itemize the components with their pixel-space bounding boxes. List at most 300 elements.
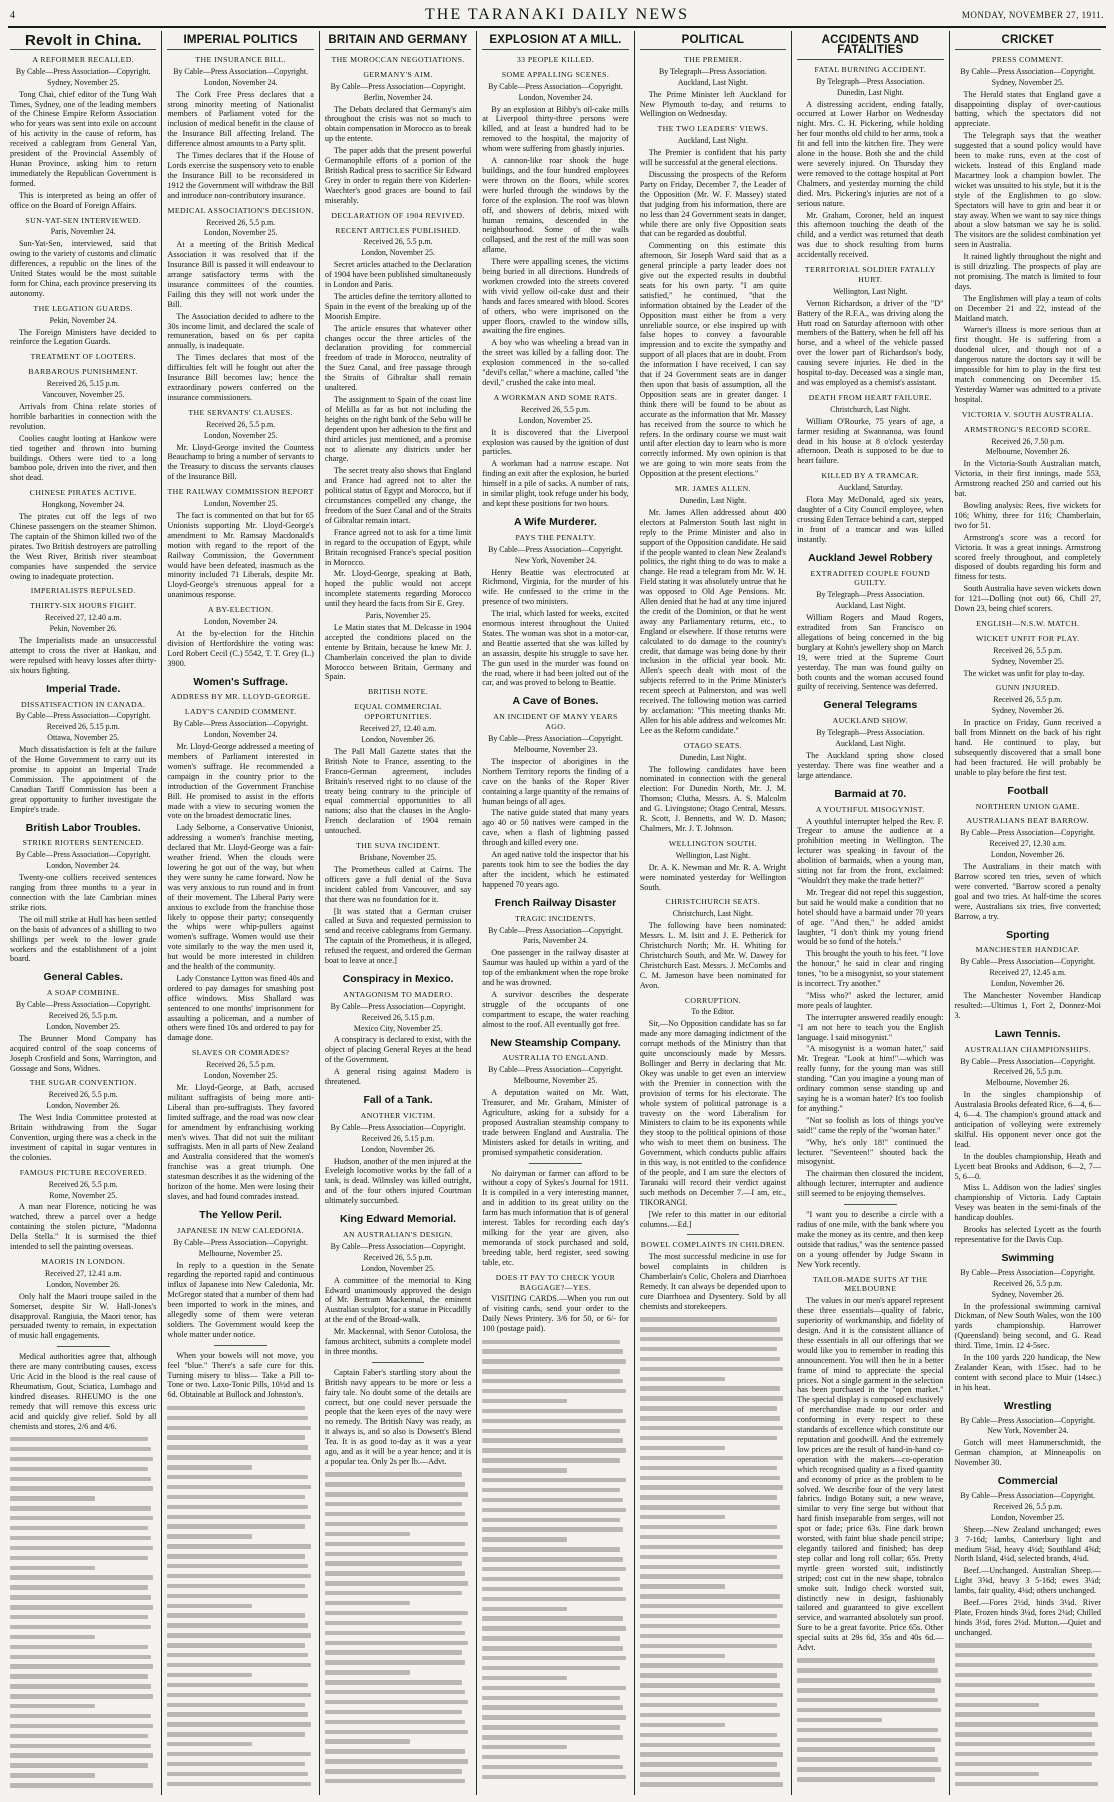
paragraph: Sheep.—New Zealand unchanged; ewes 3 7-16d; lambs, Canterbury light and medium 5¼d, heavy 4½d; Southland 4⅝d; North Island, 4¼d, selected brands, 4¾d.: [954, 1524, 1101, 1564]
section-heading: Conspiracy in Mexico.: [342, 972, 454, 985]
paragraph: The native guide stated that many years ago 40 or 50 natives were camped in the cave, when a flash of lightning passed through and killed every one.: [482, 808, 629, 848]
print-line: [640, 1654, 725, 1658]
section-heading: Commercial: [997, 1475, 1058, 1488]
print-line: [797, 1738, 940, 1742]
print-line: [325, 1759, 468, 1763]
paragraph: The Foreign Ministers have decided to reinforce the Legation Guards.: [10, 327, 157, 347]
column-heading: CRICKET: [955, 36, 1101, 50]
dateline: Melbourne, November 25.: [513, 1076, 598, 1086]
dateline: Received 26, 5.5 p.m.: [363, 1252, 433, 1262]
paragraph: A committee of the memorial to King Edward unanimously approved the design of Mr. Bertram Mackennal, the eminent Australian sculptor, for a statue in Piccadilly at the end of the Broad-walk.: [324, 1275, 472, 1325]
dateline: Sydney, November 25.: [991, 77, 1064, 87]
print-line: [640, 1367, 783, 1371]
dateline: By Cable—Press Association—Copyright.: [488, 81, 623, 91]
subheading: AUSTRALIAN CHAMPIONSHIPS.: [964, 1044, 1092, 1054]
print-line: [640, 1772, 781, 1776]
paragraph: The assignment to Spain of the coast line of Melilla as far as but not including the heights on the right bank of the Sebu will be dependent upon her adhesion to the first and third articles just mentioned, and a promise not to alienate any districts under her charge.: [324, 395, 472, 464]
dateline: Paris, November 24.: [523, 936, 588, 946]
paragraph: Much dissatisfaction is felt at the failure of the Home Government to carry out its promise to appoint an Imperial Trade Commission. The appointment of the Canadian Tariff Commission has been a great opportunity to further investigate the Empire's trade.: [10, 745, 157, 814]
paragraph: Henry Beattie was electrocuted at Richmond, Virginia, for the murder of his wife. He confessed to the crime in the presence of two ministers.: [482, 567, 629, 607]
print-line: [10, 1437, 148, 1441]
print-line: [167, 1544, 310, 1548]
section-heading: Lawn Tennis.: [994, 1027, 1061, 1040]
print-line: [167, 1683, 308, 1687]
print-line: [482, 1438, 623, 1442]
subheading: MEDICAL ASSOCIATION'S DECISION.: [167, 205, 314, 215]
print-line: [640, 1703, 778, 1707]
print-line: [482, 1488, 620, 1492]
dateline: London, November 26.: [990, 979, 1065, 989]
print-line: [797, 1708, 940, 1712]
paragraph: Mr. Lloyd-George addressed a meeting of members of Parliament interested in women's suffrage. He recommended a campaign in the country prior to the introduction of the Government Franchise Bill. He promised to assist in the efforts made with a view to securing women the vote on the broadest democratic lines.: [167, 742, 314, 821]
paragraph: France agreed not to ask for a time limit in regard to the occupation of Egypt, while Britain recognised France's special position in Morocco.: [324, 527, 472, 567]
paragraph: A deputation waited on Mr. Watt, Treasurer, and Mr. Graham, Minister of Agriculture, asking for a subsidy for a proposed Australian steamship company to trade between England and Australia. The Ministers asked for details in writing, and promised sympathetic consideration.: [482, 1088, 629, 1157]
print-line: [167, 1613, 305, 1617]
print-line: [482, 1557, 623, 1561]
dateline: Auckland, Last Night.: [835, 601, 906, 611]
divider-rule: [214, 1345, 267, 1346]
page-number: 4: [10, 10, 15, 21]
print-line: [482, 1429, 620, 1433]
dateline: New York, November 24.: [514, 555, 597, 565]
newspaper-title: THE TARANAKI DAILY NEWS: [425, 6, 689, 23]
print-line: [167, 1505, 308, 1509]
paragraph: Mr. James Allen addressed about 400 electors at Palmerston South last night in reply to the Prime Minister and also in support of the Opposition candidate. He said if the people wanted to clean New Zealand's politics, the right thing to do was to make a change. He read a telegram from Mr. W. H. Field stating it was absolutely untrue that he was opposed to Old Age Pensions. Mr. Allen denied that he had at any time injured the credit of the Dominion, or that he went away any Parliamentary returns, etc., to England or elsewhere. If those returns were calculated to do damage to the country's credit, that damage was being done by their inclusion in the official year book. Mr. Allen's speech dealt with most of the subjects referred to in the Prime Minister's recent speech at Palmerston, and was well received. The following motion was carried by acclamation: "This meeting thanks Mr. Allen for his able address and welcomes Mr. Lee as the Reform candidate.": [639, 507, 787, 735]
dateline: London, November 25.: [361, 248, 435, 258]
print-line: [640, 1634, 783, 1638]
subheading: AN AUSTRALIAN'S DESIGN.: [343, 1229, 454, 1239]
subheading: WICKET UNFIT FOR PLAY.: [976, 633, 1080, 643]
dateline: By Cable—Press Association—Copyright.: [330, 81, 466, 91]
print-line: [640, 1436, 778, 1440]
subheading: GERMANY'S AIM.: [363, 69, 433, 79]
paragraph: One passenger in the railway disaster at Saumur was hauled up within a yard of the top of the embankment when the rope broke and he was drowned.: [482, 948, 629, 988]
section-heading: Fall of a Tank.: [363, 1094, 433, 1106]
paragraph: The Brunner Mond Company has acquired control of the soap concerns of Joseph Crosfield and Sons, Warrington, and Gossage and Sons, Widnes.: [10, 1033, 157, 1073]
subheading: THE SERVANTS' CLAUSES.: [188, 407, 293, 417]
dateline: To the Editor.: [691, 1007, 735, 1017]
print-line: [10, 1526, 148, 1530]
dateline: By Cable—Press Association—Copyright.: [488, 544, 623, 554]
print-line: [325, 1492, 468, 1496]
print-line: [10, 1664, 153, 1668]
dateline: London, November 24.: [46, 861, 121, 871]
print-line: [325, 1710, 463, 1714]
dateline: Received 26, 5.15 p.m.: [46, 722, 120, 732]
print-line: [482, 1587, 623, 1591]
print-line: [797, 1678, 940, 1682]
dateline: By Cable—Press Association—Copyright.: [488, 734, 623, 744]
subheading: BRITISH NOTE.: [367, 687, 429, 697]
dateline: Melbourne, November 26.: [985, 447, 1070, 457]
print-line: [640, 1782, 783, 1786]
paragraph: It is discovered that the Liverpool explosion was caused by the ignition of dust particles.: [482, 427, 629, 457]
article-columns: [8, 31, 1106, 1795]
paragraph: The article ensures that whatever other changes occur the three articles of the declaration providing for commercial freedom of trade in Morocco, neutrality of the Suez Canal, and free passage through the Straits of Gibraltar shall remain unaltered.: [324, 323, 472, 393]
print-line: [325, 1660, 466, 1664]
print-line: [10, 1546, 153, 1550]
paragraph: An aged native told the inspector that his parents took him to see the bodies the day after the incident, which he estimated happened 70 years ago.: [482, 850, 629, 889]
print-line: [482, 1567, 625, 1571]
subheading: NORTHERN UNION GAME.: [975, 801, 1080, 811]
paragraph: The West India Committee protested at Britain withdrawing from the Sugar Convention, urging there was a check in the investment of capital in sugar ventures in the colonies.: [10, 1113, 157, 1162]
dateline: Auckland, Last Night.: [835, 739, 906, 749]
print-line: [325, 1502, 463, 1506]
paragraph: Dr. A. K. Newman and Mr. R. A. Wright were nominated yesterday for Wellington South.: [639, 862, 787, 892]
dateline: London, November 26.: [990, 850, 1065, 860]
paragraph: Only half the Maori troupe sailed in the Somerset, despite Sir W. Hall-Jones's disapproval. Rangiuia, the Maori tenor, has persuaded twenty to remain, in expectation of music hall engagements.: [10, 1291, 157, 1341]
paragraph: The Premier is confident that his party will be successful at the general elections.: [639, 148, 787, 168]
print-line: [797, 1757, 938, 1761]
print-line: [955, 1772, 1040, 1776]
print-line: [640, 1614, 778, 1618]
subheading: VICTORIA V. SOUTH AUSTRALIA.: [961, 409, 1094, 419]
dateline: Hongkong, November 24.: [42, 500, 125, 510]
subheading: DEATH FROM HEART FAILURE.: [808, 392, 932, 402]
paragraph: Coolies caught looting at Hankow were tied together and thrown into burning buildings. Others were tied to a long bamboo pole, driven into the river, and then shot dead.: [10, 433, 157, 483]
print-line: [640, 1416, 781, 1420]
print-line: [10, 1783, 153, 1787]
paragraph: The trial, which lasted for weeks, excited enormous interest throughout the United States. The woman was shot in a motor-car, and Beattie asserted that she was killed by an assassin, despite his struggle to save her. The gun used in the murder was found on the road, where it had been jolted out of the car, and was proved to belong to Beattie.: [482, 609, 629, 688]
column-heading: ACCIDENTS AND FATALITIES: [797, 36, 943, 60]
print-line: [10, 1724, 153, 1728]
print-line: [10, 1615, 148, 1619]
print-line: [797, 1747, 935, 1751]
subheading: AUCKLAND SHOW.: [832, 716, 909, 726]
print-line: [325, 1641, 468, 1645]
print-line: [640, 1723, 725, 1727]
subheading: PAYS THE PENALTY.: [515, 532, 596, 542]
paragraph: Bowling analysis: Rees, five wickets for 106; Whitty, three for 116; Chamberlain, two for 51.: [954, 500, 1101, 530]
paragraph: Lady Constance Lytton was fined 40s and ordered to pay damages for smashing post office windows. Miss Shallard was sentenced to one months' imprisonment for assaulting a policeman, and a number of others were fined 10s and ordered to pay for damage done.: [167, 973, 314, 1043]
newspaper-column: [476, 31, 633, 1795]
dateline: By Telegraph—Press Association.: [659, 66, 767, 76]
newspaper-column: [319, 31, 476, 1795]
print-line: [167, 1653, 308, 1657]
paragraph: "Why, he's only 18!" continued the lecturer. "Seventeen!" shouted back the misogynist.: [797, 1137, 944, 1167]
dateline: By Cable—Press Association—Copyright.: [960, 1056, 1096, 1066]
subheading: PRESS COMMENT.: [991, 54, 1064, 64]
column-heading: Revolt in China.: [10, 36, 156, 50]
print-line: [640, 1733, 778, 1737]
subheading: ANOTHER VICTIM.: [360, 1110, 436, 1120]
section-heading: Football: [1007, 784, 1049, 797]
dateline: Received 26, 5.5 p.m.: [993, 695, 1063, 705]
column-heading: IMPERIAL POLITICS: [167, 36, 313, 50]
paragraph: [It was stated that a German cruiser called at Suva and requested permission to send and receive cablegrams from Germany. The captain of the Prometheus, it is alleged, refused the request, and ordered the German boat to leave at once.]: [324, 906, 472, 966]
print-line: [167, 1643, 305, 1647]
subheading: TRAGIC INCIDENTS.: [515, 913, 596, 923]
print-line: [10, 1625, 151, 1629]
paragraph: Flora May McDonald, aged six years, daughter of a City Council employee, when crossing Eden Terrace behind a cart, stepped in front of a tramcar and was killed instantly.: [797, 495, 944, 544]
paragraph: By an explosion at Bibby's oil-cake mills at Liverpool thirty-three persons were killed, and at least a hundred had to be removed to the hospital, the majority of whom were suffering from ghastly injuries.: [482, 104, 629, 154]
subheading: THE SUGAR CONVENTION.: [29, 1078, 137, 1088]
print-line: [167, 1445, 308, 1449]
paragraph: Miss L. Addison won the ladies' singles championship of Victoria. Lady Captain Vesey was beaten in the semi-finals of the handicap doubles.: [954, 1183, 1101, 1223]
print-line: [10, 1744, 151, 1748]
print-line: [10, 1684, 151, 1688]
subheading: DECLARATION OF 1904 REVIVED.: [331, 210, 465, 220]
paragraph: A workman had a narrow escape. Not finding an exit after the explosion, he buried himself in a pile of sacks. A number of rats, in similar plight, took refuge under his body, and kept these positions for two hours.: [482, 459, 629, 508]
print-line: [10, 1575, 153, 1579]
dateline: By Cable—Press Association—Copyright.: [488, 925, 623, 935]
dateline: New York, November 24.: [987, 1426, 1069, 1436]
print-line: [482, 1419, 625, 1423]
dateline: Auckland, Last Night.: [677, 136, 748, 146]
print-line: [325, 1561, 463, 1565]
print-line: [640, 1386, 781, 1390]
paragraph: It rained lightly throughout the night and is still drizzling. The prospects of play are not promising. The match is limited to four days.: [954, 252, 1101, 291]
subheading: MR. JAMES ALLEN.: [674, 484, 751, 494]
dateline: London, November 25.: [203, 1071, 278, 1081]
section-heading: General Telegrams: [823, 699, 918, 712]
subheading: TERRITORIAL SOLDIER FATALLY HURT.: [804, 265, 936, 284]
paragraph: The paper adds that the present powerful Germanophile efforts of a portion of the British Radical press to sacrifice Sir Edward Grey in order to regain there von Kiderlen-Waechter's good graces are bound to fail miserably.: [324, 146, 472, 205]
print-line: [10, 1595, 151, 1599]
newspaper-column: [791, 31, 948, 1795]
paragraph: No dairyman or farmer can afford to be without a copy of Sykes's Journal for 1911. It is compiled in a very interesting manner, and in addition to its great utility on the farm has much information that is of general interest. Tables for recording each day's milking for the year are given, also memoranda of stock purchased and sold, breeding table, herd register, seed sowing table, etc.: [482, 1168, 629, 1267]
dateline: Christchurch, Last Night.: [672, 909, 753, 919]
dateline: By Cable—Press Association—Copyright.: [173, 66, 309, 76]
dateline: Paris, November 25.: [365, 611, 431, 621]
paragraph: The Imperialists made an unsuccessful attempt to cross the river at Hankau, and were repulsed with heavy losses after thirty-six hours fighting.: [10, 636, 157, 675]
subheading: GUNN INJURED.: [995, 683, 1060, 693]
newspaper-column: [161, 31, 318, 1795]
print-line: [955, 1643, 1093, 1647]
paragraph: A boy who was wheeling a bread van in the street was killed by a falling door. The explosion commenced in the so-called "devil's cellar," where a machine, called "the devil," crushed the cake into meal.: [482, 338, 629, 387]
print-line: [640, 1495, 778, 1499]
dateline: Received 26, 5.5 p.m.: [363, 237, 433, 247]
dateline: Christchurch, Last Night.: [830, 404, 911, 414]
print-line: [640, 1565, 781, 1569]
print-line: [482, 1735, 623, 1739]
subheading: THIRTY-SIX HOURS FIGHT.: [30, 601, 137, 611]
paragraph: This brought the youth to his feet. "I love the honour," he said in clear and ringing tones, "to be a misogynist, so your statement is incorrect. Try another.": [797, 949, 944, 989]
subheading: LADY'S CANDID COMMENT.: [184, 707, 297, 717]
dateline: Pekin, November 26.: [49, 624, 117, 634]
print-line: [482, 1359, 625, 1363]
illegible-text-lines: [482, 1340, 628, 1780]
print-line: [325, 1621, 463, 1625]
paragraph: Mr. Lloyd-George invited the Countess Beauchamp to bring a number of servants to the Treasury to discuss the servants clauses of the Insurance Bill.: [167, 442, 314, 482]
print-line: [167, 1742, 252, 1746]
print-line: [325, 1631, 466, 1635]
subheading: SLAVES OR COMRADES?: [191, 1048, 290, 1058]
subheading: CHINESE PIRATES ACTIVE.: [29, 488, 137, 498]
paragraph: The secret treaty also shows that England and France had agreed not to alter the political status of Egypt and Morocco, but if circumstances compelled any change, the freedom of the Suez Canal and of the Straits of Gibraltar remain intact.: [324, 466, 472, 525]
print-line: [482, 1676, 567, 1680]
print-line: [640, 1762, 778, 1766]
dateline: Dunedin, Last Night.: [679, 752, 747, 762]
print-line: [167, 1604, 252, 1608]
paragraph: The Pall Mall Gazette states that the British Note to France, assenting to the Franco-German agreement, includes Britain's reserved right to no clause of the treaty being contrary to the principle of equal commercial opportunities to all nations; also that the clauses in the Anglo-French declaration of 1904 remain untouched.: [324, 746, 472, 836]
paragraph: Beef.—Unchanged. Australian Sheep.—Light 3⅝d, heavy 3 5-16d; ewes 3¼d; lambs, fair quality, 4¼d; others unchanged.: [954, 1566, 1101, 1596]
section-heading: Auckland Jewel Robbery: [808, 551, 933, 564]
paragraph: The wicket was unfit for play to-day.: [963, 668, 1085, 678]
subheading: STRIKE RIOTERS SENTENCED.: [22, 838, 144, 848]
print-line: [167, 1594, 308, 1598]
print-line: [482, 1389, 625, 1393]
print-line: [482, 1518, 620, 1522]
print-line: [167, 1722, 310, 1726]
print-line: [167, 1762, 305, 1766]
print-line: [325, 1650, 463, 1654]
print-line: [955, 1762, 1093, 1766]
paragraph: The articles define the territory allotted to Spain in the event of the breaking up of the Moorish Empire.: [324, 291, 472, 321]
print-line: [167, 1416, 308, 1420]
dateline: By Cable—Press Association—Copyright.: [15, 850, 151, 860]
print-line: [640, 1505, 781, 1509]
print-line: [325, 1581, 468, 1585]
paragraph: "I want you to describe a circle with a radius of one mile, with the bank where you make the money as its centre, and then keep outside that radius," was the sentence passed on a young offender by Judge Swann in New York recently.: [797, 1210, 944, 1269]
print-line: [640, 1515, 725, 1519]
print-line: [640, 1485, 783, 1489]
paragraph: William O'Rourke, 75 years of age, a farmer residing at Swannanoa, was found dead in his house at 8 o'clock yesterday afternoon. Death is supposed to be due to heart failure.: [797, 416, 944, 466]
subheading: CHRISTCHURCH SEATS.: [665, 897, 761, 907]
dateline: London, November 26.: [46, 1101, 121, 1111]
dateline: London, November 25.: [518, 415, 593, 425]
paragraph: The chairman then closured the incident, although lecturer, interrupter and audience still seemed to be enjoying themselves.: [797, 1169, 944, 1199]
print-line: [797, 1688, 935, 1692]
paragraph: A conspiracy is declared to exist, with the object of placing General Reyes at the head of the Government.: [324, 1035, 472, 1065]
paragraph: At a meeting of the British Medical Association it was resolved that if the Insurance Bill is passed it will endeavour to arrange satisfactory terms with the insurance committees of the counties. Failing this they will not work under the Bill.: [167, 240, 314, 309]
print-line: [640, 1337, 783, 1341]
dateline: By Cable—Press Association—Copyright.: [330, 1241, 466, 1251]
dateline: Received 26, 5.5 p.m.: [993, 1067, 1063, 1077]
paragraph: Twenty-one colliers received sentences ranging from three months to a year in connection with the late Cambrian mines strike riots.: [10, 873, 157, 912]
print-line: [482, 1458, 620, 1462]
newspaper-column: [949, 31, 1106, 1795]
dateline: Auckland, Last Night.: [677, 77, 748, 87]
subheading: THE TWO LEADERS' VIEWS.: [657, 124, 769, 134]
print-line: [325, 1591, 463, 1595]
print-line: [640, 1525, 778, 1529]
print-line: [10, 1585, 148, 1589]
print-line: [482, 1349, 623, 1353]
dateline: London, November 26.: [46, 1279, 121, 1289]
print-line: [482, 1765, 623, 1769]
paragraph: Gotch will meet Hammerschmidt, the German champion, at Minneapolis on November 30.: [954, 1438, 1101, 1468]
paragraph: The Times declares that if the House of Lords exercise the suspensory veto to enable the Insurance Bill to be reconsidered in 1912 the Government will withdraw the Bill and introduce non-contributory insurance.: [167, 151, 314, 200]
paragraph: A man near Florence, noticing he was watched, threw a parcel over a hedge containing the stolen picture, "Madonna Della Stella." It is surmised the thief intended to sell the painting overseas.: [10, 1202, 157, 1252]
subheading: IMPERIALISTS REPULSED.: [30, 586, 136, 596]
column-heading: POLITICAL: [640, 36, 786, 50]
illegible-text-lines: [325, 1472, 471, 1783]
subheading: THE SUVA INCIDENT.: [355, 841, 441, 851]
print-line: [482, 1775, 625, 1779]
print-line: [10, 1457, 153, 1461]
print-line: [482, 1755, 620, 1759]
dateline: Received 26, 5.5 p.m.: [520, 404, 590, 414]
dateline: Received 26, 5.15 p.m.: [361, 1133, 435, 1143]
paragraph: [We refer to this matter in our editorial columns.—Ed.]: [639, 1209, 787, 1229]
print-line: [325, 1611, 468, 1615]
print-line: [640, 1604, 783, 1608]
paragraph: "Miss who?" asked the lecturer, amid more peals of laughter.: [797, 990, 944, 1010]
print-line: [167, 1475, 308, 1479]
paragraph: The Australians in their match with Barrow scored ten tries, seven of which were converted. "Barrow scored a penalty goal and two tries. At half-time the scores were, Australians six tries, five converted; Barrow, a try.: [954, 862, 1101, 921]
print-line: [10, 1506, 151, 1510]
paragraph: The fact is commented on that but for 65 Unionists supporting Mr. Lloyd-George's amendment to Mr. Ramsay Macdonald's motion with regard to the report of the Railway Commission, the Government would have been defeated, inasmuch as the minority included 71 Liberals, despite Mr. Lloyd-George's strenuous appeal for a unanimous response.: [167, 510, 314, 600]
print-line: [955, 1653, 1096, 1657]
paragraph: The inspector of aborigines in the Northern Territory reports the finding of a cave on the banks of the Roper River containing a large quantity of the remains of human beings of all ages.: [482, 756, 629, 806]
print-line: [482, 1577, 620, 1581]
print-line: [640, 1683, 781, 1687]
print-line: [10, 1635, 95, 1639]
dateline: Sydney, November 25.: [47, 77, 120, 87]
print-line: [797, 1767, 940, 1771]
subheading: MANCHESTER HANDICAP.: [975, 945, 1080, 955]
print-line: [482, 1379, 623, 1383]
subheading: DISSATISFACTION IN CANADA.: [21, 699, 146, 709]
paragraph: The most successful medicine in use for bowel complaints in children is Chamberlain's Colic, Cholera and Diarrhoea Remedy. It can always be depended upon to cure Diarrhoea and Dysentery. Sold by all chemists and storekeepers.: [639, 1252, 787, 1311]
print-line: [10, 1704, 95, 1708]
dateline: By Cable—Press Association—Copyright.: [960, 1415, 1096, 1425]
print-line: [325, 1512, 466, 1516]
subheading: RECENT ARTICLES PUBLISHED.: [335, 225, 461, 235]
divider-rule: [844, 1204, 897, 1205]
subheading: TREATMENT OF LOOTERS.: [30, 352, 136, 362]
dateline: London, November 25.: [203, 430, 278, 440]
subheading: A SOAP COMBINE.: [46, 988, 120, 998]
dateline: Melbourne, November 26.: [985, 1078, 1070, 1088]
subheading: SOME APPALLING SCENES.: [501, 69, 610, 79]
section-heading: Wrestling: [1003, 1399, 1052, 1412]
subheading: JAPANESE IN NEW CALEDONIA.: [177, 1225, 305, 1235]
print-line: [10, 1773, 95, 1777]
print-line: [10, 1447, 151, 1451]
paragraph: Sun-Yat-Sen, interviewed, said that owing to the variety of customs and climatic differences, a republic on the lines of the United States would be the most suitable form for China, each province preserving its autonomy.: [10, 239, 157, 298]
paragraph: The pirates cut off the legs of two Chinese passengers on the steamer Shimon. The captain of the Shimon killed two of the pirates. Two British destroyers are patrolling the West River, British river steamboat companies have suspended the service owing to inadequate protection.: [10, 512, 157, 581]
print-line: [10, 1486, 153, 1490]
paragraph: Arrivals from China relate stories of horrible barbarities in connection with the revolution.: [10, 402, 157, 431]
dateline: By Cable—Press Association—Copyright.: [330, 1001, 466, 1011]
print-line: [325, 1482, 466, 1486]
dateline: By Cable—Press Association—Copyright.: [330, 1122, 466, 1132]
paragraph: In the Victoria-South Australian match, Victoria, in their first innings, made 553, Armstrong reached 250 and carried out his bat.: [954, 459, 1101, 499]
print-line: [10, 1655, 151, 1659]
paragraph: In the singles championship of Australasia Brooks defeated Rice, 6—4, 6—4, 6—4. The champion's ground attack and anticipation of volleying were extremely skilful. His opponent never once got the lead.: [954, 1090, 1101, 1149]
subheading: AUSTRALIA TO ENGLAND.: [502, 1053, 609, 1063]
print-line: [482, 1646, 623, 1650]
masthead: [8, 4, 1106, 28]
illegible-text-lines: [167, 1406, 313, 1786]
paragraph: Warner's illness is more serious than at first thought. He is suffering from a duodenal ulcer, and though not of a dangerous nature the doctors say it will be impossible for him to play in the first test match commencing on December 15. Yesterday Warner was admitted to a private hospital.: [954, 325, 1101, 404]
dateline: Paris, November 24.: [50, 227, 116, 237]
divider-rule: [687, 1234, 740, 1235]
dateline: By Cable—Press Association—Copyright.: [15, 1000, 151, 1010]
dateline: Vancouver, November 25.: [41, 390, 125, 400]
print-line: [167, 1564, 308, 1568]
subheading: FATAL BURNING ACCIDENT.: [814, 64, 927, 74]
section-heading: French Railway Disaster: [494, 896, 617, 909]
paragraph: This is interpreted as being an offer of office on the Board of Foreign Affairs.: [10, 190, 157, 210]
dateline: Received 26, 5.5 p.m.: [48, 1179, 118, 1189]
dateline: By Cable—Press Association—Copyright.: [960, 957, 1096, 967]
print-line: [640, 1743, 781, 1747]
dateline: Melbourne, November 25.: [198, 1248, 283, 1258]
print-line: [167, 1495, 305, 1499]
print-line: [797, 1728, 938, 1732]
print-line: [325, 1571, 466, 1575]
print-line: [167, 1455, 310, 1459]
illegible-text-lines: [797, 1658, 943, 1781]
paragraph: The Manchester November Handicap resulted:—Ultimus 1, Fort 2, Donnez-Moi 3.: [954, 991, 1101, 1020]
print-line: [640, 1555, 778, 1559]
divider-rule: [57, 1346, 110, 1347]
subheading: A BY-ELECTION.: [207, 605, 274, 615]
dateline: Rome, November 25.: [49, 1190, 118, 1200]
